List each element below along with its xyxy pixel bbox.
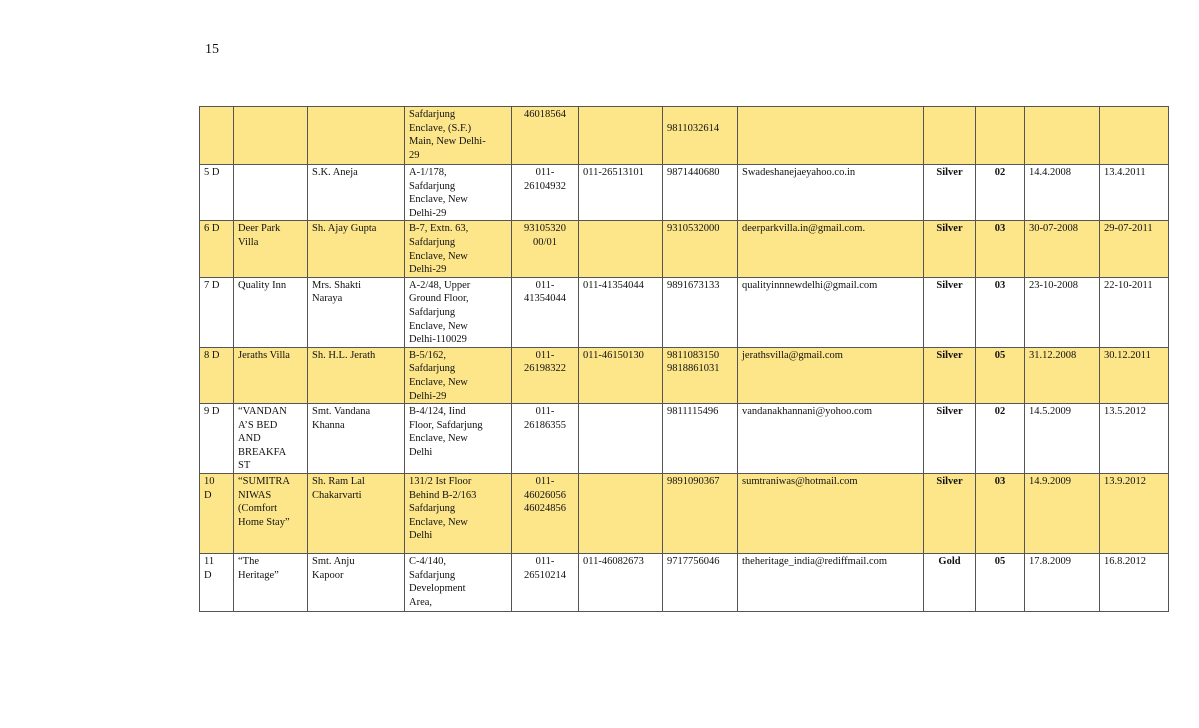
cell-email: theheritage_india@rediffmail.com: [738, 554, 924, 612]
cell-address: B-4/124, Iind Floor, Safdarjung Enclave, New Delhi: [405, 404, 512, 474]
cell-mobile: 9871440680: [663, 165, 738, 221]
cell-phone: 011- 26186355: [512, 404, 579, 474]
cell-owner: Sh. Ajay Gupta: [308, 221, 405, 277]
cell-email: qualityinnnewdelhi@gmail.com: [738, 277, 924, 347]
cell-valid-to: [1100, 107, 1169, 165]
cell-email: jerathsvilla@gmail.com: [738, 347, 924, 403]
cell-owner: Sh. Ram Lal Chakarvarti: [308, 474, 405, 554]
cell-rooms: 03: [976, 221, 1025, 277]
table-row: [200, 277, 1169, 347]
cell-rooms: 03: [976, 474, 1025, 554]
cell-category: Silver: [924, 347, 976, 403]
cell-mobile: 9717756046: [663, 554, 738, 612]
cell-phone: 011- 46026056 46024856: [512, 474, 579, 554]
cell-category: Gold: [924, 554, 976, 612]
cell-valid-from: 14.4.2008: [1025, 165, 1100, 221]
cell-valid-to: 30.12.2011: [1100, 347, 1169, 403]
cell-serial-no: 11 D: [200, 554, 234, 612]
cell-establishment-name: Quality Inn: [234, 277, 308, 347]
cell-valid-to: 13.9.2012: [1100, 474, 1169, 554]
cell-address: B-7, Extn. 63, Safdarjung Enclave, New Delhi-29: [405, 221, 512, 277]
cell-establishment-name: [234, 107, 308, 165]
cell-address: 131/2 Ist Floor Behind B-2/163 Safdarjung Enclave, New Delhi: [405, 474, 512, 554]
cell-establishment-name: “The Heritage”: [234, 554, 308, 612]
cell-address: B-5/162, Safdarjung Enclave, New Delhi-29: [405, 347, 512, 403]
cell-valid-to: 13.5.2012: [1100, 404, 1169, 474]
table-row: [200, 165, 1169, 221]
cell-serial-no: [200, 107, 234, 165]
cell-phone-alt: [579, 474, 663, 554]
cell-serial-no: 8 D: [200, 347, 234, 403]
cell-establishment-name: Jeraths Villa: [234, 347, 308, 403]
cell-phone-alt: [579, 404, 663, 474]
cell-owner: Sh. H.L. Jerath: [308, 347, 405, 403]
cell-owner: S.K. Aneja: [308, 165, 405, 221]
cell-phone: 011- 26198322: [512, 347, 579, 403]
cell-category: Silver: [924, 404, 976, 474]
cell-establishment-name: “VANDAN A’S BED AND BREAKFA ST: [234, 404, 308, 474]
cell-phone-alt: 011-41354044: [579, 277, 663, 347]
cell-email: [738, 107, 924, 165]
cell-valid-from: 14.9.2009: [1025, 474, 1100, 554]
cell-phone-alt: 011-46150130: [579, 347, 663, 403]
cell-rooms: 02: [976, 404, 1025, 474]
cell-phone-alt: 011-26513101: [579, 165, 663, 221]
cell-valid-to: 13.4.2011: [1100, 165, 1169, 221]
cell-address: A-2/48, Upper Ground Floor, Safdarjung Enclave, New Delhi-110029: [405, 277, 512, 347]
cell-mobile: 9811032614: [663, 107, 738, 165]
cell-phone-alt: [579, 107, 663, 165]
cell-phone-alt: [579, 221, 663, 277]
cell-category: [924, 107, 976, 165]
cell-establishment-name: “SUMITRA NIWAS (Comfort Home Stay”: [234, 474, 308, 554]
cell-owner: Smt. Vandana Khanna: [308, 404, 405, 474]
cell-serial-no: 9 D: [200, 404, 234, 474]
cell-valid-from: 23-10-2008: [1025, 277, 1100, 347]
cell-email: Swadeshanejaeyahoo.co.in: [738, 165, 924, 221]
cell-address: C-4/140, Safdarjung Development Area,: [405, 554, 512, 612]
page-number: 15: [205, 42, 219, 57]
table-row: [200, 107, 1169, 165]
cell-owner: Mrs. Shakti Naraya: [308, 277, 405, 347]
cell-mobile: 9811083150 9818861031: [663, 347, 738, 403]
cell-category: Silver: [924, 165, 976, 221]
cell-phone: 93105320 00/01: [512, 221, 579, 277]
cell-establishment-name: [234, 165, 308, 221]
table-row: [200, 347, 1169, 403]
cell-category: Silver: [924, 221, 976, 277]
table-row: [200, 221, 1169, 277]
cell-valid-from: 30-07-2008: [1025, 221, 1100, 277]
cell-serial-no: 6 D: [200, 221, 234, 277]
cell-mobile: 9811115496: [663, 404, 738, 474]
cell-rooms: 05: [976, 347, 1025, 403]
cell-valid-from: 14.5.2009: [1025, 404, 1100, 474]
cell-email: sumtraniwas@hotmail.com: [738, 474, 924, 554]
guest-house-table: [199, 106, 1169, 612]
cell-phone: 011- 26104932: [512, 165, 579, 221]
cell-email: deerparkvilla.in@gmail.com.: [738, 221, 924, 277]
cell-email: vandanakhannani@yohoo.com: [738, 404, 924, 474]
cell-rooms: 05: [976, 554, 1025, 612]
cell-rooms: [976, 107, 1025, 165]
table-row: [200, 474, 1169, 554]
cell-address: Safdarjung Enclave, (S.F.) Main, New Delhi- 29: [405, 107, 512, 165]
cell-owner: Smt. Anju Kapoor: [308, 554, 405, 612]
table-body: [200, 107, 1169, 612]
cell-mobile: 9891090367: [663, 474, 738, 554]
cell-phone: 011- 41354044: [512, 277, 579, 347]
cell-rooms: 02: [976, 165, 1025, 221]
cell-owner: [308, 107, 405, 165]
cell-mobile: 9891673133: [663, 277, 738, 347]
cell-category: Silver: [924, 474, 976, 554]
cell-mobile: 9310532000: [663, 221, 738, 277]
cell-serial-no: 5 D: [200, 165, 234, 221]
cell-serial-no: 10 D: [200, 474, 234, 554]
cell-valid-from: [1025, 107, 1100, 165]
cell-valid-from: 17.8.2009: [1025, 554, 1100, 612]
cell-valid-to: 29-07-2011: [1100, 221, 1169, 277]
cell-serial-no: 7 D: [200, 277, 234, 347]
cell-phone-alt: 011-46082673: [579, 554, 663, 612]
cell-valid-from: 31.12.2008: [1025, 347, 1100, 403]
table-row: [200, 554, 1169, 612]
cell-phone: 46018564: [512, 107, 579, 165]
cell-establishment-name: Deer Park Villa: [234, 221, 308, 277]
cell-address: A-1/178, Safdarjung Enclave, New Delhi-29: [405, 165, 512, 221]
cell-valid-to: 22-10-2011: [1100, 277, 1169, 347]
cell-phone: 011- 26510214: [512, 554, 579, 612]
table-row: [200, 404, 1169, 474]
cell-rooms: 03: [976, 277, 1025, 347]
cell-category: Silver: [924, 277, 976, 347]
cell-valid-to: 16.8.2012: [1100, 554, 1169, 612]
